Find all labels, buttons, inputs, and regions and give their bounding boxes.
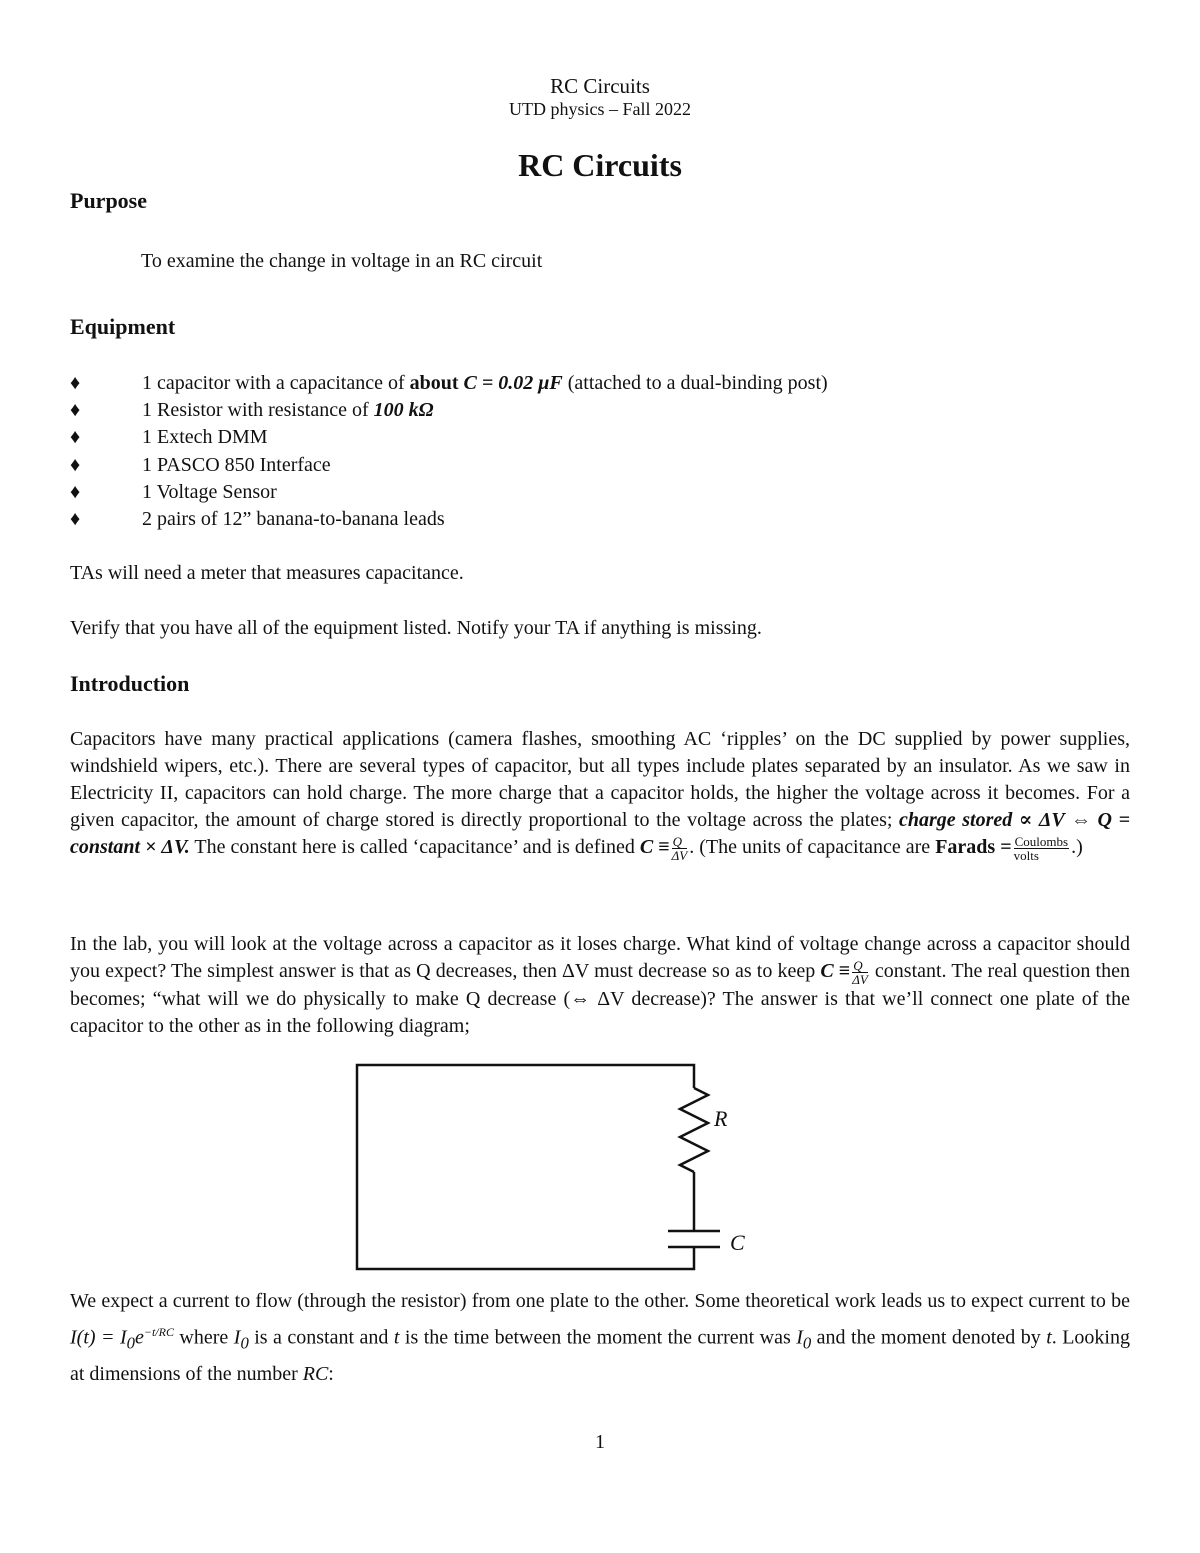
fraction-denominator: ΔV: [671, 847, 688, 863]
inline-equation: Farads =: [935, 836, 1012, 858]
inline-equation: e: [134, 1326, 144, 1349]
inline-equation: charge stored ∝ ΔV ⇔ Q = constant × ΔV.: [70, 809, 1130, 858]
running-header-subtitle: UTD physics – Fall 2022: [509, 99, 691, 119]
paragraph-text: We expect a current to flow (through the resistor) from one plate to the other. Some theoretical work leads us to expect current to be: [70, 1290, 1130, 1312]
subscript: 0: [126, 1333, 135, 1353]
paragraph-text: where: [173, 1326, 234, 1349]
diamond-bullet-icon: ♦: [70, 372, 81, 394]
list-item-math: 100 kΩ: [373, 399, 434, 422]
inline-equation: C ≡: [639, 836, 670, 858]
page-title: RC Circuits: [518, 147, 682, 183]
paragraph-text: :: [328, 1362, 334, 1385]
paragraph-text: . (The units of capacitance are: [689, 836, 936, 858]
inline-equation: RC: [302, 1362, 329, 1385]
paragraph-text: and the moment denoted by: [811, 1326, 1047, 1349]
inline-equation: t: [393, 1326, 400, 1349]
fraction-denominator: volts: [1013, 847, 1039, 863]
diamond-bullet-icon: ♦: [70, 426, 81, 449]
paragraph-text: constant. The real question then becomes; “what will we do physically to make Q decrease (⇔ ΔV decrease)? The answer is that we’ll connect one plate of the capacitor to the other as in the following diagram;: [70, 960, 1130, 1037]
exponent: −t/RC: [143, 1325, 174, 1339]
introduction-heading: Introduction: [70, 671, 190, 696]
inline-equation: I: [796, 1326, 803, 1349]
paragraph-text: The constant here is called ‘capacitance’ and is defined: [189, 836, 640, 858]
equipment-note-ta: TAs will need a meter that measures capacitance.: [70, 562, 464, 584]
paragraph-text: is the time between the moment the current was: [399, 1326, 797, 1349]
capacitor-label: C: [730, 1230, 745, 1255]
equipment-note-verify: Verify that you have all of the equipment listed. Notify your TA if anything is missing.: [70, 617, 762, 639]
intro-paragraph-1: [70, 726, 1130, 862]
page-number: 1: [595, 1431, 605, 1453]
subscript: 0: [802, 1333, 812, 1353]
rc-circuit-diagram: [350, 1060, 770, 1280]
intro-paragraph-3: [70, 1286, 1130, 1390]
fraction-numerator: Q: [852, 959, 868, 973]
diamond-bullet-icon: ♦: [70, 399, 81, 422]
list-item-text: 1 PASCO 850 Interface: [142, 453, 331, 476]
list-item-text: 2 pairs of 12” banana-to-banana leads: [142, 507, 445, 530]
diamond-bullet-icon: ♦: [70, 480, 81, 503]
equipment-heading: Equipment: [70, 314, 176, 339]
paragraph-text: .): [1071, 836, 1083, 858]
intro-paragraph-2: [70, 931, 1130, 1040]
circuit-wire: [357, 1065, 694, 1269]
resistor-icon: [680, 1088, 708, 1172]
inline-equation: I: [233, 1326, 241, 1349]
list-item-emphasis: about: [409, 372, 464, 394]
list-item-text: 1 capacitor with a capacitance of: [142, 372, 410, 394]
fraction-numerator: Q: [672, 835, 688, 849]
paragraph-text: Capacitors have many practical applications (camera flashes, smoothing AC ‘ripples’ on the DC supplied by power supplies, windshield wipers, etc.). There are several types of capacitor, but all types include plates separated by an insulator. As we saw in Electricity II, capacitors can hold charge. The more charge that a capacitor holds, the higher the voltage across it becomes. For a given capacitor, the amount of charge stored is directly proportional to the voltage across the plates;: [70, 728, 1130, 831]
purpose-text: To examine the change in voltage in an RC circuit: [141, 250, 543, 272]
fraction-numerator: Coulombs: [1014, 833, 1069, 849]
paragraph-text: . Looking at dimensions of the number: [70, 1326, 1130, 1385]
list-item-text: 1 Extech DMM: [142, 426, 268, 449]
fraction: [672, 835, 688, 862]
resistor-label: R: [714, 1106, 728, 1131]
list-item-text: 1 Resistor with resistance of: [142, 399, 374, 422]
diamond-bullet-icon: ♦: [70, 507, 81, 530]
subscript: 0: [240, 1333, 249, 1353]
paragraph-text: is a constant and: [248, 1326, 394, 1349]
inline-equation: I(t) = I: [70, 1326, 127, 1349]
fraction-denominator: ΔV: [852, 971, 868, 987]
diamond-bullet-icon: ♦: [70, 453, 81, 476]
paragraph-text: In the lab, you will look at the voltage across a capacitor as it loses charge. What kind of voltage change across a capacitor should you expect? The simplest answer is that as Q decreases, then ΔV must decrease so as to keep: [70, 933, 1130, 982]
running-header-title: RC Circuits: [550, 74, 650, 98]
list-item-text: 1 Voltage Sensor: [142, 480, 277, 503]
list-item-text: (attached to a dual-binding post): [562, 372, 828, 394]
list-item-math: C = 0.02 μF: [463, 372, 563, 394]
fraction: [852, 959, 868, 986]
inline-equation: C ≡: [820, 960, 851, 982]
inline-equation: t: [1046, 1326, 1052, 1349]
purpose-heading: Purpose: [70, 188, 147, 213]
fraction: [1014, 835, 1069, 862]
